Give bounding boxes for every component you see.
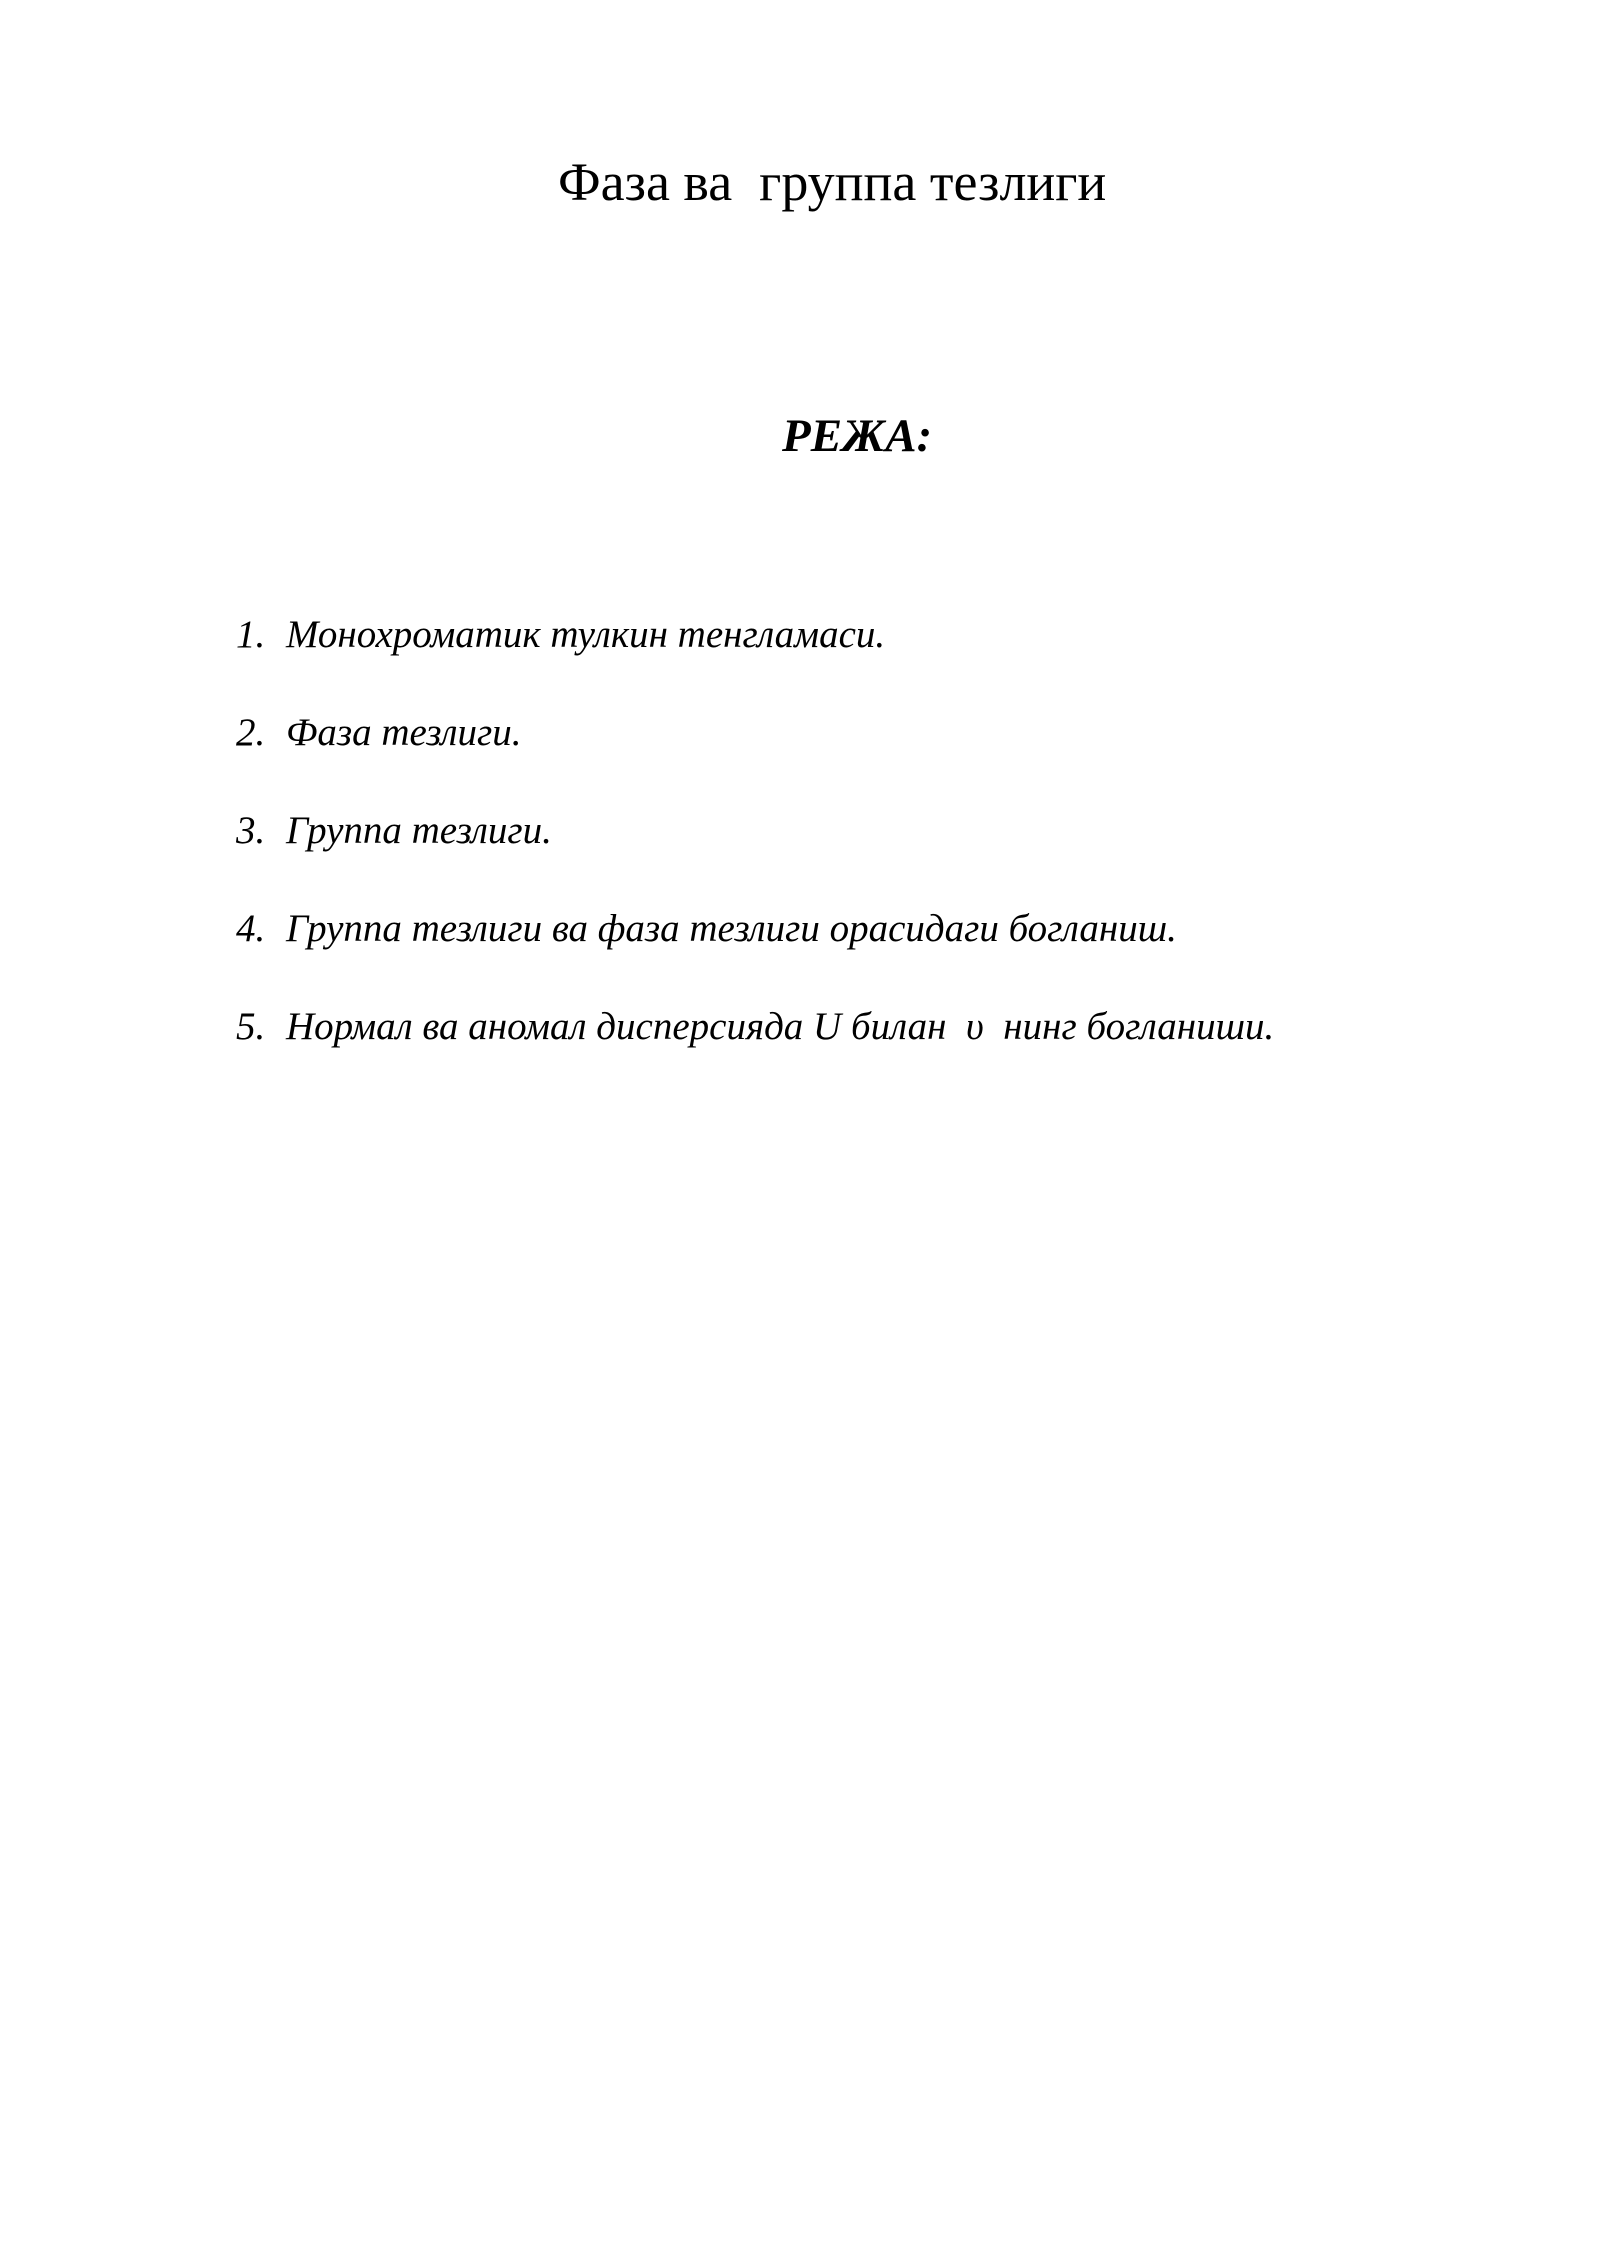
plan-item-1 — [236, 612, 1486, 710]
plan-list — [236, 612, 1486, 1102]
plan-item-number: 5. — [236, 1005, 266, 1048]
plan-item-5 — [236, 1004, 1486, 1102]
plan-item-number: 3. — [236, 809, 266, 852]
plan-item-number: 1. — [236, 613, 266, 656]
plan-item-text: Фаза тезлиги. — [286, 711, 522, 754]
plan-item-text: Группа тезлиги. — [286, 809, 552, 852]
plan-item-3 — [236, 808, 1486, 906]
plan-item-text: Монохроматик тулкин тенгламаси. — [286, 613, 886, 656]
plan-heading: РЕЖА: — [782, 410, 933, 462]
plan-item-2 — [236, 710, 1486, 808]
plan-item-text: Группа тезлиги ва фаза тезлиги орасидаги богланиш. — [286, 907, 1177, 950]
plan-item-4 — [236, 906, 1486, 1004]
plan-item-text: Нормал ва аномал дисперсияда U билан υ нинг богланиши. — [286, 1005, 1275, 1048]
plan-item-number: 4. — [236, 907, 266, 950]
document-title: Фаза ва группа тезлиги — [558, 152, 1107, 212]
plan-item-number: 2. — [236, 711, 266, 754]
